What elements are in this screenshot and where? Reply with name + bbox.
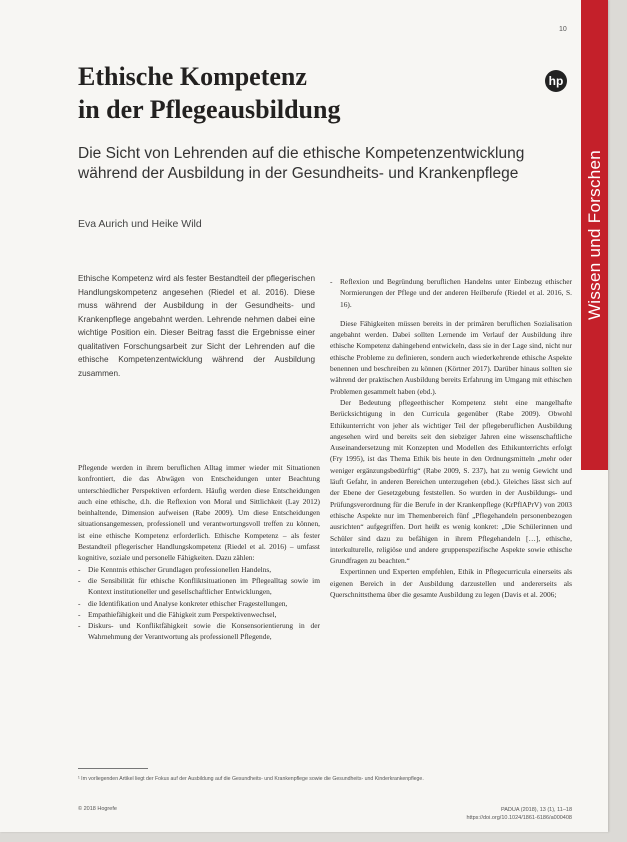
- competence-list-continued: [330, 276, 572, 310]
- intro-paragraph: Pflegende werden in ihrem beruflichen Alltag immer wieder mit Situationen konfrontiert, die das Abwägen von Entscheidungen unter Beachtung unterschiedlicher Perspektiven erfordern. Häufig werden diese Entscheidungen auch eine ethische, d.h. die Reflexion von Moral und Sittlichkeit (Lay 2012) beinhaltende, Dimension aufweisen (Rabe 2009). Um diese Entscheidungen situationsangemessen, professionell und verantwortungsvoll treffen zu können, ist eine ethische Kompetenz erforderlich. Ethische Kompetenz – als fester Bestandteil pflegerischer Handlungskompetenz (Riedel et al. 2016) – umfasst kognitive, soziale und personelle Fähigkeiten. Dazu zählen:: [78, 463, 320, 563]
- abstract: Ethische Kompetenz wird als fester Bestandteil der pflegerischen Handlungskompetenz angesehen (Riedel et al. 2016). Diese muss während der Ausbildung in der Gesundheits- und Krankenpflege angebahnt werden. Lehrende nehmen dabei eine wichtige Position ein. Dieser Beitrag fasst die Ergebnisse einer qualitativen Forschungsarbeit zur Sicht der Lehrenden auf die ethische Kompetenzentwicklung während der Ausbildung zusammen.: [78, 274, 315, 378]
- journal-reference: [452, 806, 572, 822]
- body-paragraph: Expertinnen und Experten empfehlen, Ethik in Pflegecurricula einerseits als eigenen Bereich in der Ausbildung darzustellen und andererseits als Querschnittsthema über die gesamte Ausbildung zu legen (Davis et al. 2006;: [330, 567, 572, 600]
- title-line-2: in der Pflegeausbildung: [78, 95, 341, 124]
- list-item: - Diskurs- und Konfliktfähigkeit sowie die Konsensorientierung in der Wahrnehmung der Verantwortung als professionell Pflegende,: [78, 620, 320, 643]
- list-item: - Empathiefähigkeit und die Fähigkeit zum Perspektivenwechsel,: [78, 609, 320, 620]
- article-subtitle: Die Sicht von Lehrenden auf die ethische Kompetenzentwicklung während der Ausbildung in der Gesundheits- und Krankenpflege: [78, 145, 525, 182]
- title-line-1: Ethische Kompetenz: [78, 62, 307, 91]
- list-item: - Reflexion und Begründung beruflichen Handelns unter Einbezug ethischer Normierungen der Pflege und der anderen Heilberufe (Riedel et al. 2016, S. 16).: [330, 276, 572, 310]
- journal-citation: PADUA (2018), 13 (1), 11–18: [500, 807, 572, 813]
- article-title: [78, 60, 518, 126]
- authors: Eva Aurich und Heike Wild: [78, 218, 202, 230]
- footnote-divider: [78, 768, 148, 769]
- left-column: [78, 462, 320, 643]
- body-paragraph: Diese Fähigkeiten müssen bereits in der primären beruflichen Sozialisation angebahnt werden. Dabei sollten Lernende im Verlauf der Ausbildung ihre ethische Kompetenz dahingehend entwickeln, dass sie in der Lage sind, nicht nur ethische Probleme zu definieren, sondern auch wiederkehrende ethische Aspekte benennen und beschreiben zu können (Körtner 2017). Darüber hinaus sollten sie während der praktischen Ausbildung bereits Erfahrung im Umgang mit ethischen Problemen gesammelt haben (ebd.).: [330, 318, 572, 396]
- doi-link[interactable]: https://doi.org/10.1024/1861-6186/a000408: [466, 815, 572, 821]
- footnote: ¹ Im vorliegenden Artikel liegt der Fokus auf der Ausbildung auf die Gesundheits- und Krankenpflege sowie die Gesundheits- und Kinderkrankenpflege.: [78, 776, 424, 782]
- body-paragraph: Der Bedeutung pflegeethischer Kompetenz steht eine mangelhafte Berücksichtigung in den Curricula gegenüber (Rabe 2009). Obwohl Ethikunterricht von jeher als wichtiger Teil der pflegeberuflichen Ausbildung angesehen wird und bereits seit den siebziger Jahren eine wissenschaftliche Auseinandersetzung mit Konzepten und Modellen des Ethikunterrichts erfolgt (Fry 1995), ist das Thema Ethik bis heute in den Ordnungsmitteln „mehr oder weniger ergänzungsbedürftig“ (Rabe 2009, S. 237), hat zu wenig Gewicht und läuft Gefahr, in anderen Bereichen unterzugehen (ebd.). Gleiches lässt sich auf der Ebene der Gesetzgebung feststellen. So wurden in der Ausbildungs- und Prüfungsverordnung für die Berufe in der Krankenpflege (KrPflAPrV) von 2003 ethische Aspekte nur im Themenbereich fünf „Pflegehandeln personenbezogen ausrichten“ aufgegriffen. Dort heißt es wenig konkret: „Die Schülerinnen und Schüler sind dazu zu befähigen in ihrem Pflegehandeln […], ethische, interkulturelle, religiöse und andere gruppenspezifische Aspekte sowie ethische Grundfragen zu beachten.“: [330, 397, 572, 566]
- section-tab: [581, 0, 608, 470]
- page-number: 10: [559, 26, 567, 33]
- right-column: [330, 276, 572, 600]
- section-tab-label: Wissen und Forschen: [584, 149, 604, 321]
- list-item: - die Sensibilität für ethische Konfliktsituationen im Pflegealltag sowie im Kontext institutioneller und gesellschaftlicher Entwicklungen,: [78, 575, 320, 598]
- list-item: - Die Kenntnis ethischer Grundlagen professionellen Handelns,: [78, 564, 320, 575]
- competence-list: [78, 564, 320, 643]
- copyright: © 2018 Hogrefe: [78, 806, 117, 812]
- list-item: - die Identifikation und Analyse konkreter ethischer Fragestellungen,: [78, 598, 320, 609]
- publisher-logo: hp: [545, 70, 567, 92]
